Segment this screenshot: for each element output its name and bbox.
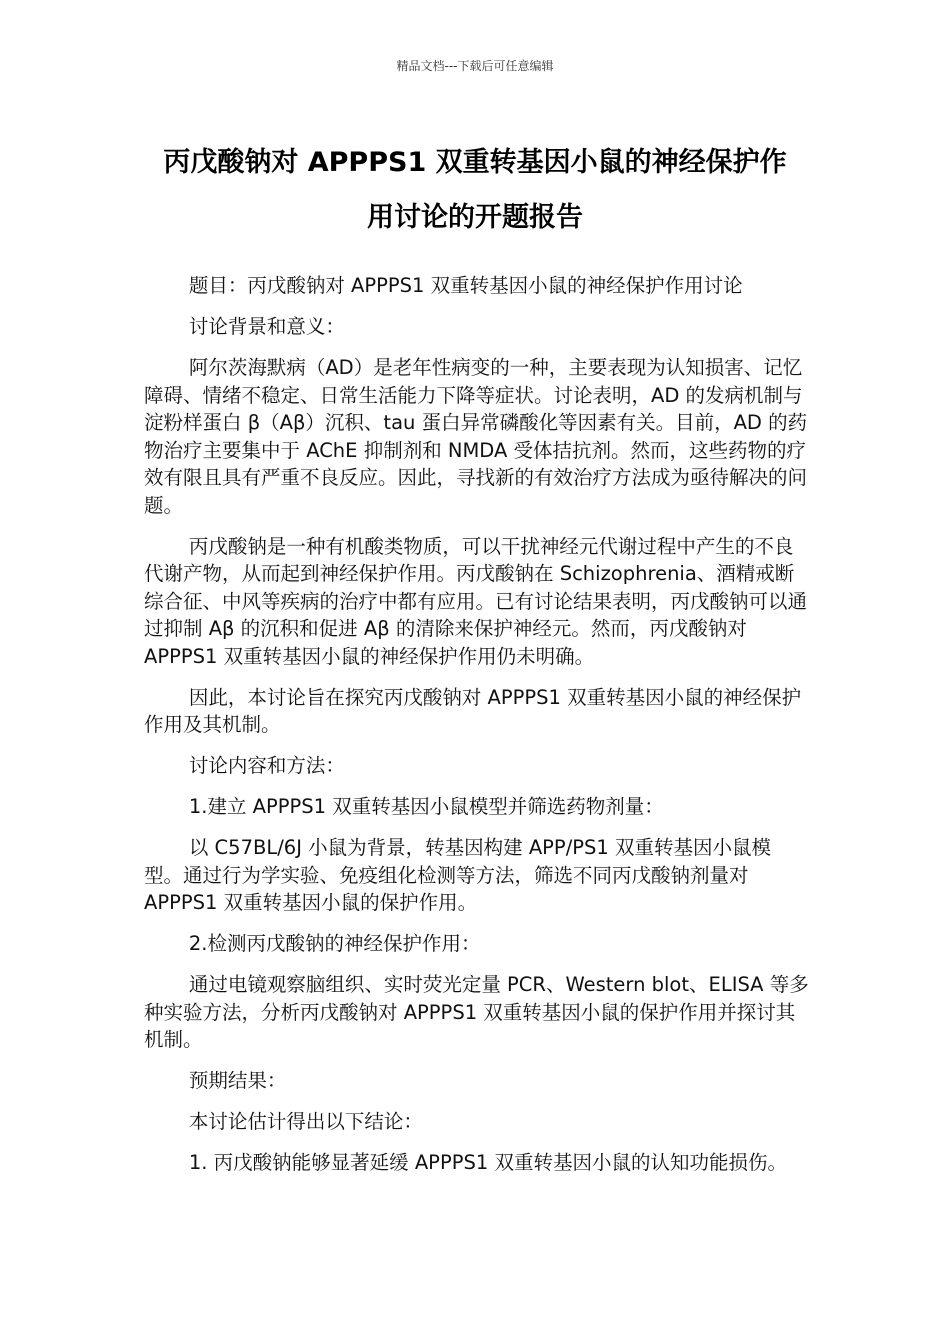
purpose-paragraph: 因此，本讨论旨在探究丙戊酸钠对 APPPS1 双重转基因小鼠的神经保护作用及其机制。 bbox=[144, 685, 802, 736]
topic-paragraph: 题目：丙戊酸钠对 APPPS1 双重转基因小鼠的神经保护作用讨论 bbox=[188, 274, 743, 297]
section-heading-background: 讨论背景和意义： bbox=[188, 315, 345, 338]
document-body bbox=[144, 272, 809, 1190]
background-paragraph-ad: 阿尔茨海默病（AD）是老年性病变的一种，主要表现为认知损害、记忆障碍、情绪不稳定、日常生活能力下降等症状。讨论表明，AD 的发病机制与淀粉样蛋白 β（Aβ）沉积、tau 蛋白异常磷酸化等因素有关。目前，AD 的药物治疗主要集中于 AChE 抑制剂和 NMDA 受体拮抗剂。然而，这些药物的疗效有限且具有严重不良反应。因此，寻找新的有效治疗方法成为亟待解决的问题。 bbox=[144, 356, 808, 517]
section-heading-expected-results: 预期结果： bbox=[188, 1069, 287, 1092]
page-header: 精品文档---下载后可任意编辑 bbox=[396, 59, 554, 73]
method-step-1-paragraph: 以 C57BL/6J 小鼠为背景，转基因构建 APP/PS1 双重转基因小鼠模型。通过行为学实验、免疫组化检测等方法，筛选不同丙戊酸钠剂量对 APPPS1 双重转基因小鼠的保护作用。 bbox=[144, 836, 772, 914]
method-step-2-heading: 2.检测丙戊酸钠的神经保护作用： bbox=[188, 932, 481, 955]
document-title-line-2: 用讨论的开题报告 bbox=[367, 202, 583, 233]
document-title-line-1: 丙戊酸钠对 APPPS1 双重转基因小鼠的神经保护作 bbox=[163, 147, 787, 178]
expected-results-intro: 本讨论估计得出以下结论： bbox=[188, 1110, 423, 1133]
method-step-2-paragraph: 通过电镜观察脑组织、实时荧光定量 PCR、Western blot、ELISA 等多种实验方法，分析丙戊酸钠对 APPPS1 双重转基因小鼠的保护作用并探讨其机制。 bbox=[144, 973, 809, 1051]
expected-result-item-1: 1. 丙戊酸钠能够显著延缓 APPPS1 双重转基因小鼠的认知功能损伤。 bbox=[188, 1151, 787, 1174]
method-step-1-heading: 1.建立 APPPS1 双重转基因小鼠模型并筛选药物剂量： bbox=[188, 795, 664, 818]
section-heading-methods: 讨论内容和方法： bbox=[188, 754, 345, 777]
background-paragraph-valproate: 丙戊酸钠是一种有机酸类物质，可以干扰神经元代谢过程中产生的不良代谢产物，从而起到神经保护作用。丙戊酸钠在 Schizophrenia、酒精戒断综合征、中风等疾病的治疗中都有应用。已有讨论结果表明，丙戊酸钠可以通过抑制 Aβ 的沉积和促进 Aβ 的清除来保护神经元。然而，丙戊酸钠对 APPPS1 双重转基因小鼠的神经保护作用仍未明确。 bbox=[144, 534, 808, 668]
